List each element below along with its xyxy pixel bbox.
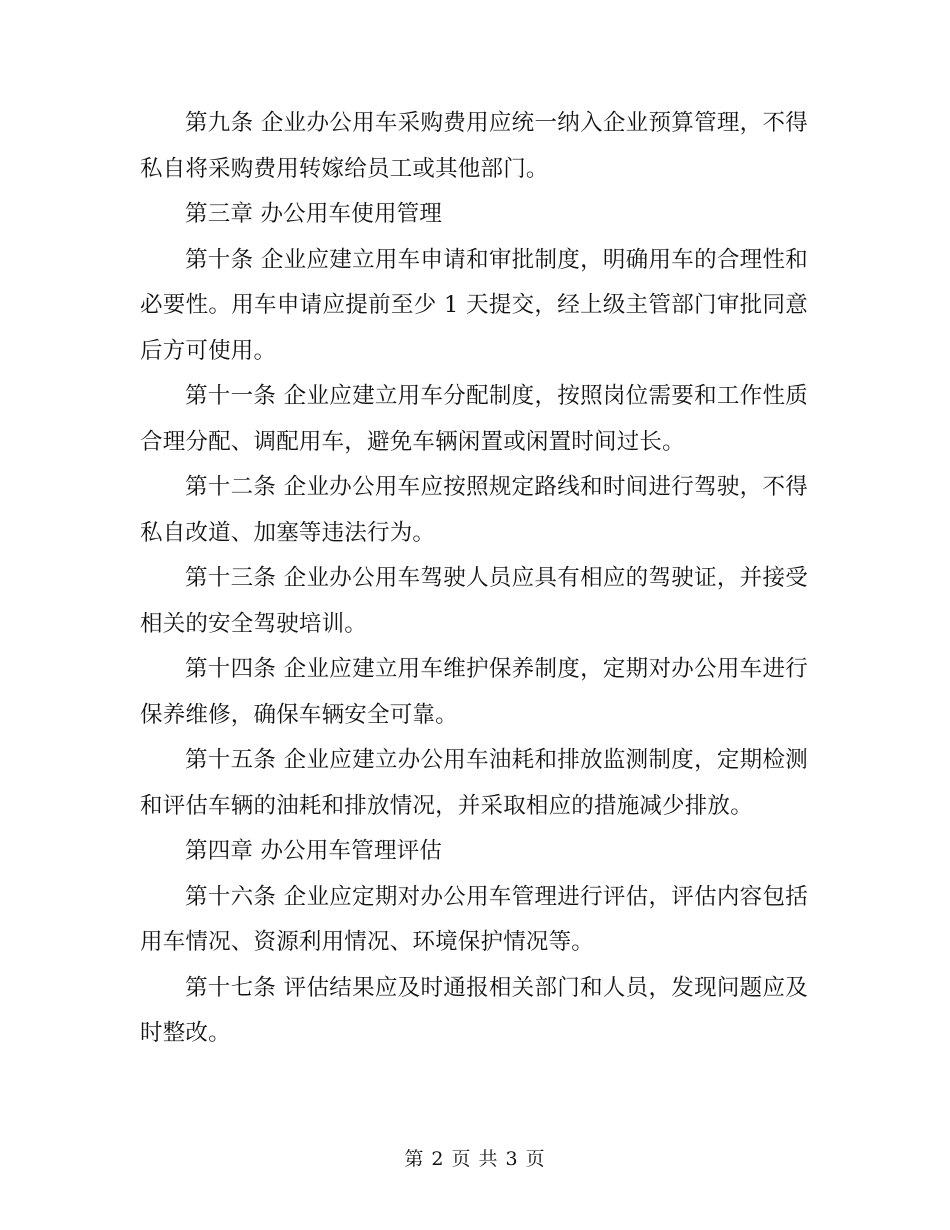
- article-11: 第十一条 企业应建立用车分配制度，按照岗位需要和工作性质合理分配、调配用车，避免车辆闲置或闲置时间过长。: [140, 383, 808, 455]
- article-10: 第十条 企业应建立用车申请和审批制度，明确用车的合理性和必要性。用车申请应提前至少 1 天提交，经上级主管部门审批同意后方可使用。: [140, 246, 808, 364]
- article-14: 第十四条 企业应建立用车维护保养制度，定期对办公用车进行保养维修，确保车辆安全可靠。: [140, 656, 808, 728]
- chapter-4-heading: 第四章 办公用车管理评估: [185, 838, 443, 864]
- article-15: 第十五条 企业应建立办公用车油耗和排放监测制度，定期检测和评估车辆的油耗和排放情况，并采取相应的措施减少排放。: [140, 747, 808, 819]
- document-body: [140, 101, 808, 1057]
- page-footer: [0, 1146, 950, 1172]
- article-12: 第十二条 企业办公用车应按照规定路线和时间进行驾驶，不得私自改道、加塞等违法行为。: [140, 474, 808, 546]
- chapter-3-heading: 第三章 办公用车使用管理: [185, 201, 443, 227]
- page-number-label: 第 2 页 共 3 页: [404, 1148, 546, 1170]
- article-13: 第十三条 企业办公用车驾驶人员应具有相应的驾驶证，并接受相关的安全驾驶培训。: [140, 565, 808, 637]
- article-17: 第十七条 评估结果应及时通报相关部门和人员，发现问题应及时整改。: [140, 974, 808, 1046]
- article-16: 第十六条 企业应定期对办公用车管理进行评估，评估内容包括用车情况、资源利用情况、环境保护情况等。: [140, 883, 808, 955]
- article-9: 第九条 企业办公用车采购费用应统一纳入企业预算管理，不得私自将采购费用转嫁给员工或其他部门。: [140, 110, 808, 182]
